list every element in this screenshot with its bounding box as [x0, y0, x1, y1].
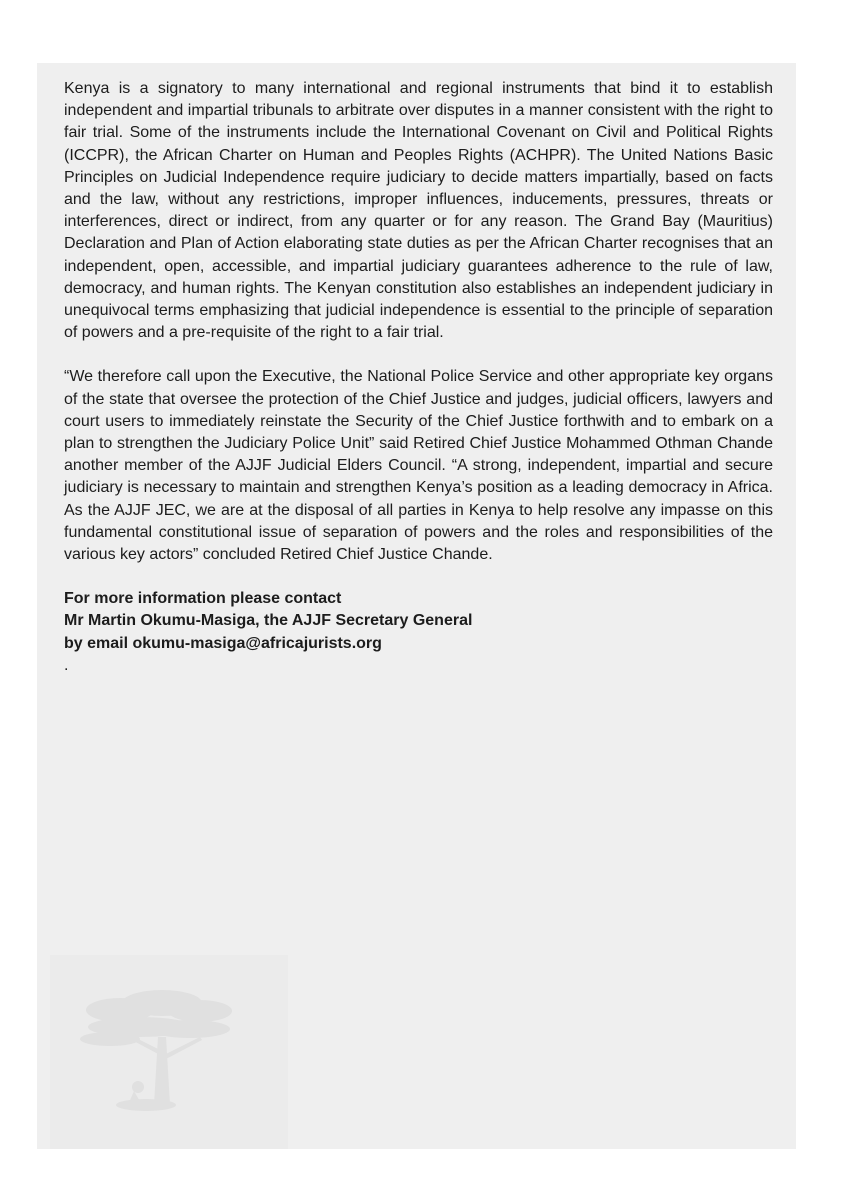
contact-name: Mr Martin Okumu-Masiga, the AJJF Secretary General [64, 612, 473, 630]
trailing-dot: . [64, 656, 69, 674]
paragraph-statement: “We therefore call upon the Executive, the National Police Service and other appropriate key organs of the state that oversee the protection of the Chief Justice and judges, judicial officers, lawyers and court users to immediately reinstate the Security of the Chief Justice forthwith and to embark on a plan to strengthen the Judiciary Police Unit” said Retired Chief Justice Mohammed Othman Chande another member of the AJJF Judicial Elders Council. “A strong, independent, impartial and secure judiciary is necessary to maintain and strengthen Kenya’s position as a leading democracy in Africa. As the AJJF JEC, we are at the disposal of all parties in Kenya to help resolve any impasse on this fundamental constitutional issue of separation of powers and the roles and responsibilities of the various key actors” concluded Retired Chief Justice Chande. [64, 368, 773, 564]
contact-heading: For more information please contact [64, 590, 342, 608]
contact-block [64, 588, 773, 655]
document-body [64, 78, 773, 677]
watermark [50, 955, 288, 1149]
contact-email: by email okumu-masiga@africajurists.org [64, 634, 382, 652]
paragraph-intro: Kenya is a signatory to many international and regional instruments that bind it to establish independent and impartial tribunals to arbitrate over disputes in a manner consistent with the right to fair trial. Some of the instruments include the International Covenant on Civil and Political Rights (ICCPR), the African Charter on Human and Peoples Rights (ACHPR). The United Nations Basic Principles on Judicial Independence require judiciary to decide matters impartially, based on facts and the law, without any restrictions, improper influences, inducements, pressures, threats or interferences, direct or indirect, from any quarter or for any reason. The Grand Bay (Mauritius) Declaration and Plan of Action elaborating state duties as per the African Charter recognises that an independent, open, accessible, and impartial judiciary guarantees adherence to the rule of law, democracy, and human rights. The Kenyan constitution also establishes an independent judiciary in unequivocal terms emphasizing that judicial independence is essential to the principle of separation of powers and a pre-requisite of the right to a fair trial. [64, 80, 773, 342]
acacia-tree-icon [50, 955, 288, 1149]
